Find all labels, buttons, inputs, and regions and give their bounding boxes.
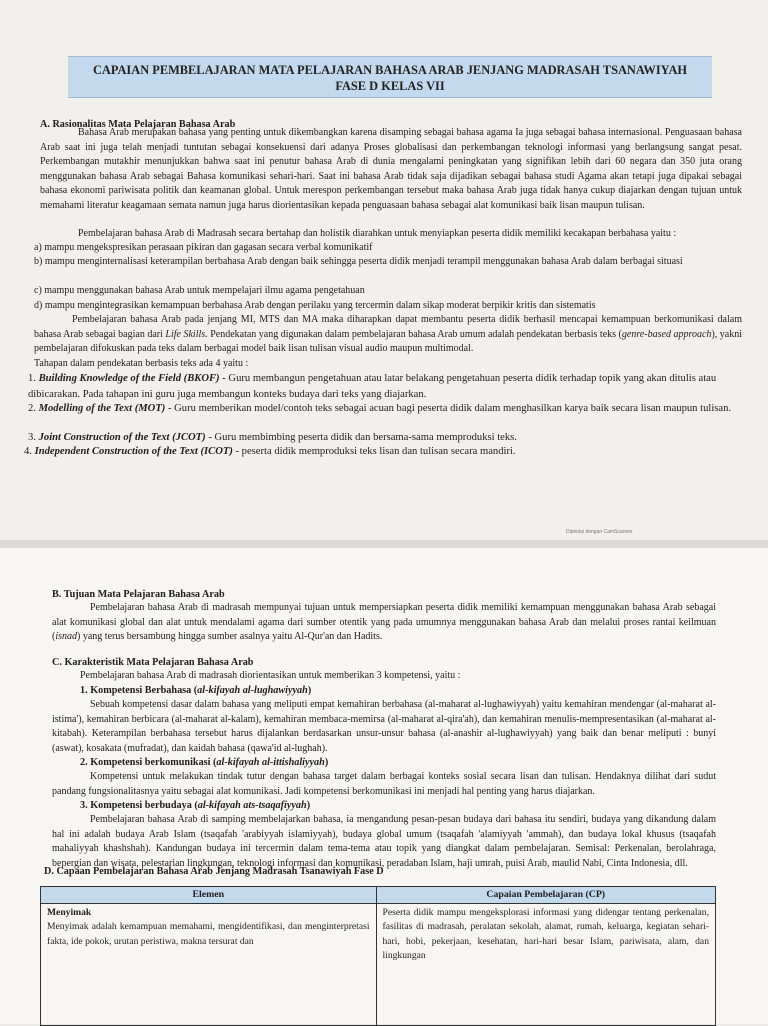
stage-1-number: 1. [28, 373, 39, 384]
approach-text-2: Pendekatan yang digunakan dalam pembelajaran bahasa Arab umum adalah pendekatan berbasis teks ( [207, 328, 622, 340]
competency-1-arabic-term: al-kifayah al-lughawiyyah [197, 685, 308, 696]
paragraph-approach [34, 313, 742, 357]
learning-outcomes-table [40, 886, 716, 1026]
scanner-watermark: Dipindai dengan CamScanner [566, 529, 633, 535]
competency-2-arabic-term: al-kifayah al-ittishaliyyah [216, 757, 325, 768]
stage-2-text: - Guru memberikan model/contoh teks sebagai acuan bagi peserta didik dalam menghasilkan karya baik secara lisan maupun tulisan. [165, 403, 732, 414]
competency-3-text: Pembelajaran bahasa Arab di samping membelajarkan bahasa, ia mengandung pesan-pesan budaya dari bahasa itu sendiri, budaya yang dikandung dalam hal ini adalah budaya Arab Islam (tsaqafah 'arabiyyah islamiyyah), budaya global umum (tsaqafah 'alamiyyah 'ammah), dan budaya lokal khusus (tsaqafah mahaliyyah khashshah). Kandungan budaya ini tercermin dalam tema-tema atau topik yang diangkat dalam pembelajaran. Semisal: Perkenalan, berolahraga, bepergian dan wisata, pelestarian lingkungan, teknologi informasi dan komunikasi, peradaban Islam, haji umrah, puisi Arab, maulid Nabi, Cinta Indonesia, dll. [52, 814, 716, 869]
goals-text-2: ) yang terus bersambung hingga sumber asalnya yaitu Al-Qur'an dan Hadits. [77, 631, 383, 643]
table-row [41, 904, 716, 1026]
life-skills-term: Life Skills. [165, 328, 208, 340]
competency-2-title [80, 756, 328, 771]
competency-3-title [80, 799, 310, 814]
competency-1-text: Sebuah kompetensi dasar dalam bahasa yang meliputi empat kemahiran berbahasa (al-maharat al-lughawiyyah) yaitu kemahiran mendengar (al-maharat al-istima'), kemahiran berbicara (al-maharat al-kalam), kemahiran membaca-memirsa (al-maharat al-qira'ah), dan kemahiran menulis-mempresentasikan (al-maharat al-kitabah). Keterampilan berbahasa tersebut harus dijalankan berdasarkan unsur-unsur bahasa (al-anashir al-lughawiyyah) yang baik dan benar meliputi : bunyi (aswat), kosakata (mufradat), dan kaidah bahasa (qawa'id al-lughah). [52, 699, 716, 754]
section-d-heading: D. Capaan Pembelajaran Bahasa Arab Jenjang Madrasah Tsanawiyah Fase D [44, 866, 384, 877]
page-separator [0, 540, 768, 548]
competency-1-label: 1. Kompetensi Berbahasa ( [80, 685, 198, 696]
goals-text-1: Pembelajaran bahasa Arab di madrasah mempunyai tujuan untuk mempersiapkan peserta didik memiliki kemampuan menggunakan bahasa Arab sebagai alat komunikasi global dan alat untuk mendalami agama dari sumber otentik yang pada umumnya menggunakan bahasa Arab dan melalui proses rantai keilmuan ( [52, 602, 716, 643]
competency-intro: Pembelajaran bahasa Arab di madrasah diorientasikan untuk memberikan 3 kompetensi, yaitu : [80, 670, 461, 681]
section-c-heading: C. Karakteristik Mata Pelajaran Bahasa Arab [52, 657, 254, 668]
stage-4 [24, 444, 750, 460]
approach-text-1: Pembelajaran bahasa Arab pada jenjang MI, MTS dan MA maka diharapkan dapat membantu peserta didik berhasil mencapai kemampuan berkomunikasi dalam bahasa Arab sebagai bagian dari [34, 314, 742, 340]
stage-3-text: - Guru membimbing peserta didik dan bersama-sama memproduksi teks. [205, 432, 517, 443]
document-title [68, 56, 712, 98]
stage-2 [28, 401, 750, 417]
stage-1-name: Building Knowledge of the Field (BKOF) - [38, 373, 226, 384]
stage-4-text: - peserta didik memproduksi teks lisan dan tulisan secara mandiri. [232, 446, 516, 457]
section-b-heading: B. Tujuan Mata Pelajaran Bahasa Arab [52, 589, 225, 600]
stage-1 [28, 371, 750, 403]
stage-1-text: Guru membangun pengetahuan atau latar belakang pengetahuan peserta didik terhadap topik yang akan ditulis atau dibicarakan. Pada tahapan ini guru juga membangun konteks budaya dari teks yang diajarkan. [28, 373, 717, 400]
table-header-row [41, 887, 716, 904]
stages-intro: Tahapan dalam pendekatan berbasis teks ada 4 yaitu : [34, 358, 249, 369]
competency-2-label: 2. Kompetensi berkomunikasi ( [80, 757, 217, 768]
competency-2-close: ) [324, 757, 329, 768]
stage-3-number: 3. [28, 432, 39, 443]
stage-3-name: Joint Construction of the Text (JCOT) [38, 432, 206, 443]
competency-2-text: Kompetensi untuk melakukan tindak tutur dengan bahasa target dalam berbagai konteks sosial secara lisan dan tulisan. Hendaknya dilihat dari sudut pandang fungsionalitasnya yaitu sebagai alat komunikasi. Jadi kompetensi berkomunikasi ini menjadi hal penting yang harus diajarkan. [52, 771, 716, 797]
competency-1-title [80, 684, 311, 699]
genre-term: genre-based approach [621, 328, 712, 340]
header-capaian: Capaian Pembelajaran (CP) [376, 887, 716, 904]
section-a-heading: A. Rasionalitas Mata Pelajaran Bahasa Arab [40, 119, 236, 130]
competency-3-label: 3. Kompetensi berbudaya ( [80, 800, 198, 811]
list-item-d: d) mampu mengintegrasikan kemampuan berbahasa Arab dengan perilaku yang tercermin dalam sikap moderat berpikir kritis dan sistematis [34, 300, 596, 311]
stage-4-name: Independent Construction of the Text (ICOT) [34, 446, 233, 457]
title-line-1: CAPAIAN PEMBELAJARAN MATA PELAJARAN BAHASA ARAB JENJANG MADRASAH TSANAWIYAH [92, 63, 688, 77]
competency-3-close: ) [306, 800, 311, 811]
competency-3-arabic-term: al-kifayah ats-tsaqafiyyah [197, 800, 307, 811]
competency-1-close: ) [307, 685, 312, 696]
stage-2-name: Modelling of the Text (MOT) [38, 403, 166, 414]
title-line-2: FASE D KELAS VII [335, 79, 445, 93]
isnad-term: isnad [55, 631, 78, 643]
list-item-a: a) mampu mengekspresikan perasaan pikiran dan gagasan secara verbal komunikatif [34, 242, 373, 253]
stage-4-number: 4. [24, 446, 35, 457]
elemen-title: Menyimak [47, 907, 92, 919]
approach-text-3: ), yakni pembelajaran difokuskan pada teks dalam berbagai model baik lisan tulisan visual audio maupun multimodal. [34, 328, 742, 355]
paragraph-rationale: Bahasa Arab merupakan bahasa yang penting untuk dikembangkan karena disamping sebagai bahasa agama Ia juga sebagai bahasa internasional. Penguasaan bahasa Arab saat ini juga telah menjadi tuntutan sebagai konsekuensi dari adanya Proses globalisasi dan perkembangan teknologi informasi yang berlangsung sangat pesat. Perkembangan mutakhir menunjukkan bahwa saat ini penutur bahasa Arab di dunia mengalami peningkatan yang signifikan lebih dari 60 negara dan 350 juta orang menggunakan bahasa Arab sebagai Bahasa komunikasi sehari-hari. Saat ini bahasa Arab tidak saja dijadikan sebagai bahasa studi Agama akan tetapi juga dipakai sebagai bahasa ekonomi pariwisata politik dan keamanan global. Untuk merespon perkembangan tersebut maka bahasa Arab juga tidak hanya cukup diajarkan dengan tujuan untuk memahami literatur keagamaan semata namun juga harus diorientasikan kepada penguasaan bahasa sebagai alat komunikasi baik lisan maupun tulisan. [40, 127, 742, 211]
cell-elemen-menyimak [41, 904, 377, 1026]
header-elemen: Elemen [41, 887, 377, 904]
stage-2-number: 2. [28, 403, 39, 414]
paragraph-skills-intro: Pembelajaran bahasa Arab di Madrasah secara bertahap dan holistik diarahkan untuk menyiapkan peserta didik memiliki kecakapan berbahasa yaitu : [78, 228, 677, 239]
list-item-c: c) mampu menggunakan bahasa Arab untuk mempelajari ilmu agama pengetahuan [34, 285, 365, 296]
paragraph-goals [52, 601, 716, 645]
cell-capaian-menyimak: Peserta didik mampu mengeksplorasi informasi yang didengar tentang perkenalan, fasilitas di madrasah, peralatan sekolah, alamat, rumah, keluarga, kegiatan sehari-hari, hobi, pekerjaan, kesehatan, hari-hari besar Islam, pariwisata, alam, dan lingkungan [376, 904, 716, 1026]
elemen-description: Menyimak adalah kemampuan memahami, mengidentifikasi, dan menginterpretasi fakta, ide pokok, urutan peristiwa, makna tersurat dan [47, 921, 370, 947]
list-item-b: b) mampu menginternalisasi keterampilan berbahasa Arab dengan baik sehingga peserta didik menjadi terampil menggunakan bahasa Arab dalam berbagai situasi [34, 256, 683, 267]
